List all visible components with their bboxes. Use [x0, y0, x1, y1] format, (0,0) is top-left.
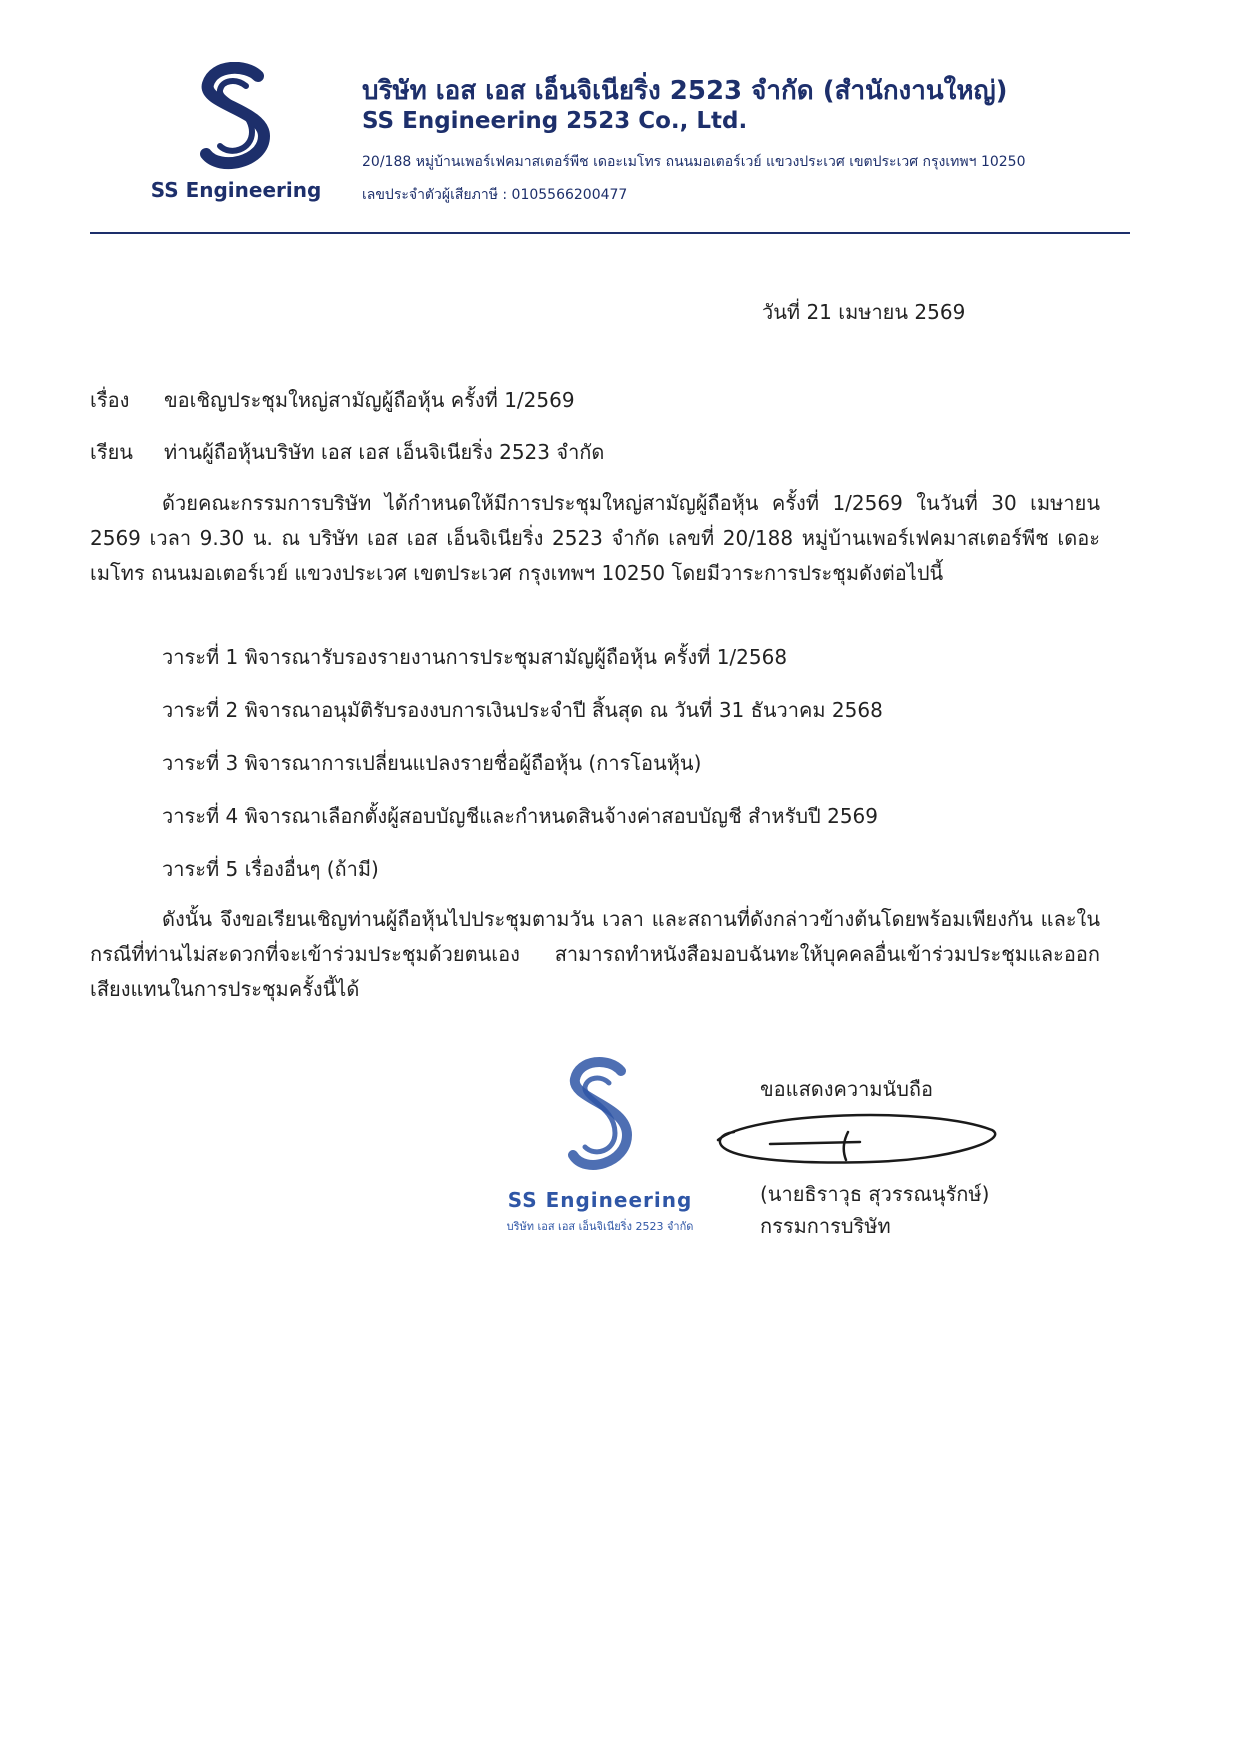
agenda-item: วาระที่ 5 เรื่องอื่นๆ (ถ้ามี) [162, 857, 379, 881]
header-divider [90, 232, 1130, 234]
signer-name: (นายธิราวุธ สุวรรณนุรักษ์) [760, 1182, 990, 1206]
subject-row [90, 384, 575, 416]
agenda-item: วาระที่ 4 พิจารณาเลือกตั้งผู้สอบบัญชีและกำหนดสินจ้างค่าสอบบัญชี สำหรับปี 2569 [162, 804, 879, 828]
subject-text: ขอเชิญประชุมใหญ่สามัญผู้ถือหุ้น ครั้งที่ 1/2569 [164, 388, 575, 412]
recipient-row [90, 436, 604, 468]
recipient-label: เรียน [90, 440, 133, 464]
company-address: 20/188 หมู่บ้านเพอร์เฟคมาสเตอร์พีช เดอะเมโทร ถนนมอเตอร์เวย์ แขวงประเวศ เขตประเวศ กรุงเทพฯ 10250 [362, 154, 1026, 170]
subject-label: เรื่อง [90, 388, 130, 412]
company-name-thai: บริษัท เอส เอส เอ็นจิเนียริ่ง 2523 จำกัด (สำนักงานใหญ่) [362, 76, 1008, 106]
logo-caption: SS Engineering [150, 178, 322, 202]
handwritten-signature [710, 1104, 1010, 1174]
company-name-english: SS Engineering 2523 Co., Ltd. [362, 108, 748, 134]
agenda-item: วาระที่ 2 พิจารณาอนุมัติรับรองงบการเงินประจำปี สิ้นสุด ณ วันที่ 31 ธันวาคม 2568 [162, 698, 883, 722]
intro-paragraph: ด้วยคณะกรรมการบริษัท ได้กำหนดให้มีการประชุมใหญ่สามัญผู้ถือหุ้น ครั้งที่ 1/2569 ในวันที่ 30 เมษายน 2569 เวลา 9.30 น. ณ บริษัท เอส เอส เอ็นจิเนียริ่ง 2523 จำกัด เลขที่ 20/188 หมู่บ้านเพอร์เฟคมาสเตอร์พีช เดอะเมโทร ถนนมอเตอร์เวย์ แขวงประเวศ เขตประเวศ กรุงเทพฯ 10250 โดยมีวาระการประชุมดังต่อไปนี้ [90, 491, 1100, 585]
stamp-caption: SS Engineering [507, 1188, 693, 1212]
closing-paragraph: ดังนั้น จึงขอเรียนเชิญท่านผู้ถือหุ้นไปประชุมตามวัน เวลา และสถานที่ดังกล่าวข้างต้นโดยพร้อมเพียงกัน และในกรณีที่ท่านไม่สะดวกที่จะเข้าร่วมประชุมด้วยตนเอง สามารถทำหนังสือมอบฉันทะให้บุคคลอื่นเข้าร่วมประชุมและออกเสียงแทนในการประชุมครั้งนี้ได้ [90, 907, 1100, 1001]
stamp-sub-caption: บริษัท เอส เอส เอ็นจิเนียริ่ง 2523 จำกัด [506, 1220, 694, 1233]
company-stamp-icon [555, 1055, 645, 1180]
recipient-text: ท่านผู้ถือหุ้นบริษัท เอส เอส เอ็นจิเนียริ่ง 2523 จำกัด [164, 440, 605, 464]
tax-id: เลขประจำตัวผู้เสียภาษี : 0105566200477 [362, 187, 628, 203]
signer-title: กรรมการบริษัท [760, 1214, 891, 1238]
letter-date: วันที่ 21 เมษายน 2569 [762, 300, 966, 324]
closing-salutation: ขอแสดงความนับถือ [760, 1077, 934, 1101]
agenda-item: วาระที่ 3 พิจารณาการเปลี่ยนแปลงรายชื่อผู้ถือหุ้น (การโอนหุ้น) [162, 751, 702, 775]
company-logo [186, 62, 286, 172]
agenda-item: วาระที่ 1 พิจารณารับรองรายงานการประชุมสามัญผู้ถือหุ้น ครั้งที่ 1/2568 [162, 645, 788, 669]
